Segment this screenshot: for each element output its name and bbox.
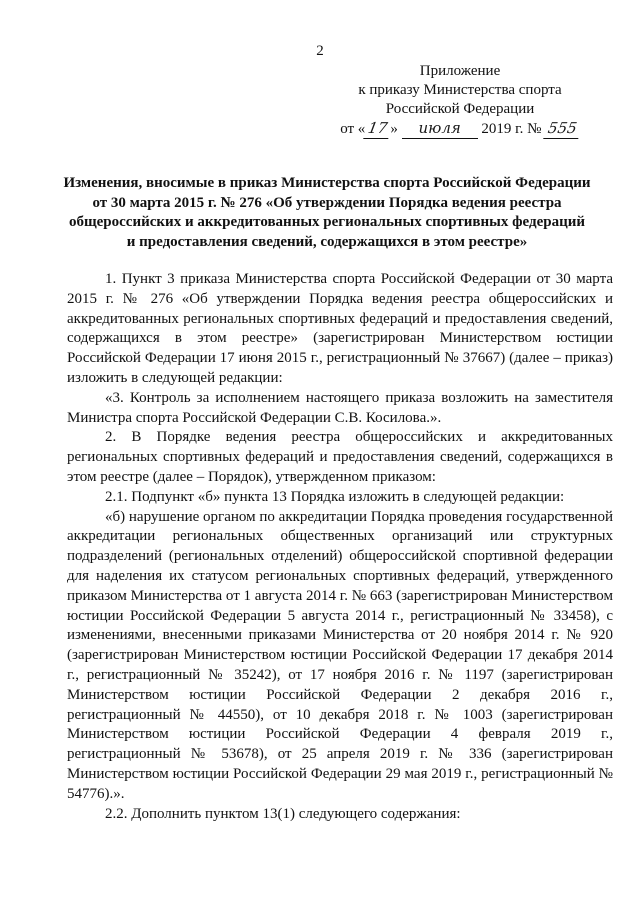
handwritten-number: 555 bbox=[543, 119, 581, 139]
paragraph-3: 2. В Порядке ведения реестра общероссийских и аккредитованных региональных спортивных федераций и предоставления сведений, содержащихся в этом реестре (далее – Порядок), утвержденном приказом: bbox=[67, 429, 613, 485]
document-body bbox=[67, 270, 613, 824]
appendix-label: Приложение bbox=[419, 63, 501, 79]
appendix-federation: Российской Федерации bbox=[385, 101, 535, 117]
date-mid: » bbox=[390, 121, 398, 137]
date-prefix: от « bbox=[340, 121, 366, 137]
title-line-1: Изменения, вносимые в приказ Министерства спорта Российской Федерации bbox=[63, 175, 591, 191]
handwritten-month: июля bbox=[402, 119, 478, 139]
document-title bbox=[40, 174, 614, 252]
paragraph-1: 1. Пункт 3 приказа Министерства спорта Российской Федерации от 30 марта 2015 г. № 276 «Об утверждении Порядка ведения реестра общероссийских и аккредитованных региональных спортивных федераций и предоставления сведений, содержащихся в этом реестре» (зарегистрирован Министерством юстиции Российской Федерации 17 июня 2015 г., регистрационный № 37667) (далее – приказ) изложить в следующей редакции: bbox=[67, 271, 613, 386]
paragraph-4: 2.1. Подпункт «б» пункта 13 Порядка изложить в следующей редакции: bbox=[105, 488, 565, 505]
year-text: 2019 г. № bbox=[481, 121, 542, 137]
paragraph-2: «3. Контроль за исполнением настоящего приказа возложить на заместителя Министра спорта Российской Федерации С.В. Косилова.». bbox=[67, 389, 613, 426]
title-line-3: общероссийских и аккредитованных региональных спортивных федераций bbox=[68, 214, 585, 230]
paragraph-5: «б) нарушение органом по аккредитации Порядка проведения государственной аккредитации региональных общественных организаций или структурных подразделений (региональных отделений) общероссийской спортивной федерации для наделения их статусом региональных спортивных федераций, утвержденного приказом Министерства от 1 августа 2014 г. № 663 (зарегистрирован Министерством юстиции Российской Федерации 5 августа 2014 г., регистрационный № 33458), с изменениями, внесенными приказами Министерства от 20 ноября 2014 г. № 920 (зарегистрирован Министерством юстиции Российской Федерации 17 декабря 2014 г., регистрационный № 35242), от 17 ноября 2016 г. № 1197 (зарегистрирован Министерством юстиции Российской Федерации 2 декабря 2016 г., регистрационный № 44550), от 10 декабря 2018 г. № 1003 (зарегистрирован Министерством юстиции Российской Федерации 4 февраля 2019 г., регистрационный № 53678), от 25 апреля 2019 г. № 336 (зарегистрирован Министерством юстиции Российской Федерации 29 мая 2019 г., регистрационный № 54776).». bbox=[67, 508, 613, 802]
appendix-date-line bbox=[340, 119, 580, 139]
handwritten-day: 17 bbox=[364, 119, 393, 139]
appendix-block bbox=[340, 62, 580, 139]
paragraph-6: 2.2. Дополнить пунктом 13(1) следующего содержания: bbox=[105, 805, 461, 822]
appendix-order-ref: к приказу Министерства спорта bbox=[358, 82, 562, 98]
title-line-4: и предоставления сведений, содержащихся в этом реестре» bbox=[126, 233, 528, 250]
page-number: 2 bbox=[316, 43, 324, 59]
title-line-2: от 30 марта 2015 г. № 276 «Об утверждении Порядка ведения реестра bbox=[92, 194, 562, 211]
